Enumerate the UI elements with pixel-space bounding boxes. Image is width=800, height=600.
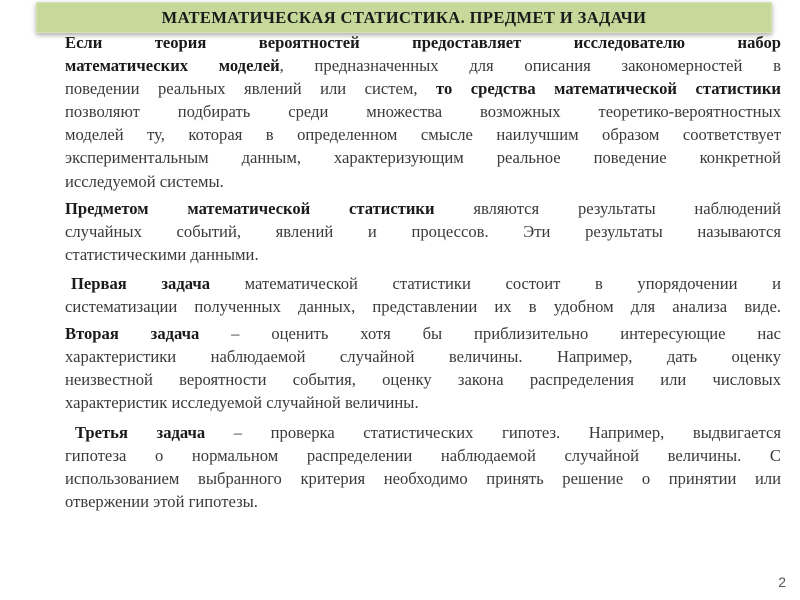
text-line <box>65 197 781 220</box>
text-line: неизвестной вероятности события, оценку закона распределения или числовых <box>65 370 781 390</box>
text-line <box>65 322 781 345</box>
paragraph-subject <box>65 197 781 266</box>
bold-phrase: Если теория вероятностей предоставляет исследователю набор <box>65 33 781 52</box>
title-bar <box>36 2 772 33</box>
bold-phrase: математических моделей <box>65 56 280 76</box>
paragraph-second-task <box>65 322 781 414</box>
text-line <box>65 77 781 100</box>
text-span: – проверка статистических гипотез. Например, выдвигается <box>205 422 781 442</box>
text-line: экспериментальным данным, характеризующим реальное поведение конкретной <box>65 148 781 168</box>
text-span: математической статистики состоит в упорядочении и <box>210 273 781 293</box>
text-line: статистическими данными. <box>65 244 259 264</box>
text-line: характеристик исследуемой случайной величины. <box>65 393 419 413</box>
bold-phrase: Третья задача <box>75 422 206 442</box>
text-line: отвержении этой гипотезы. <box>65 491 258 511</box>
paragraph-third-task <box>65 421 781 513</box>
text-line <box>65 421 781 444</box>
text-line: моделей ту, которая в определенном смысле наилучшим образом соответствует <box>65 125 781 145</box>
text-line: гипотеза о нормальном распределении наблюдаемой случайной величины. С <box>65 445 781 465</box>
text-line: позволяют подбирать среди множества возможных теоретико-вероятностных <box>65 102 781 122</box>
text-line <box>65 31 781 54</box>
bold-phrase: Первая задача <box>71 273 210 293</box>
paragraph-probability-vs-statistics <box>65 31 781 193</box>
text-span: поведении реальных явлений или систем, <box>65 79 437 99</box>
bold-phrase: Вторая задача <box>65 324 200 344</box>
text-line: использованием выбранного критерия необходимо принять решение о принятии или <box>65 468 781 488</box>
text-line <box>65 54 781 77</box>
page-number: 2 <box>778 574 786 590</box>
paragraph-first-task <box>65 272 781 318</box>
text-line: исследуемой системы. <box>65 171 224 191</box>
text-line <box>65 272 781 295</box>
text-line: систематизации полученных данных, представлении их в удобном для анализа виде. <box>65 297 781 317</box>
text-line: случайных событий, явлений и процессов. Эти результаты называются <box>65 221 781 241</box>
bold-phrase: то средства математической статистики <box>436 79 781 99</box>
text-span: – оценить хотя бы приблизительно интересующие нас <box>199 324 781 344</box>
slide-content <box>65 31 781 513</box>
slide-title: МАТЕМАТИЧЕСКАЯ СТАТИСТИКА. ПРЕДМЕТ И ЗАДАЧИ <box>161 7 647 27</box>
bold-phrase: Предметом математической статистики <box>65 198 435 218</box>
text-line: характеристики наблюдаемой случайной величины. Например, дать оценку <box>65 347 781 367</box>
text-span: являются результаты наблюдений <box>434 198 781 218</box>
text-span: , предназначенных для описания закономерностей в <box>279 56 781 76</box>
